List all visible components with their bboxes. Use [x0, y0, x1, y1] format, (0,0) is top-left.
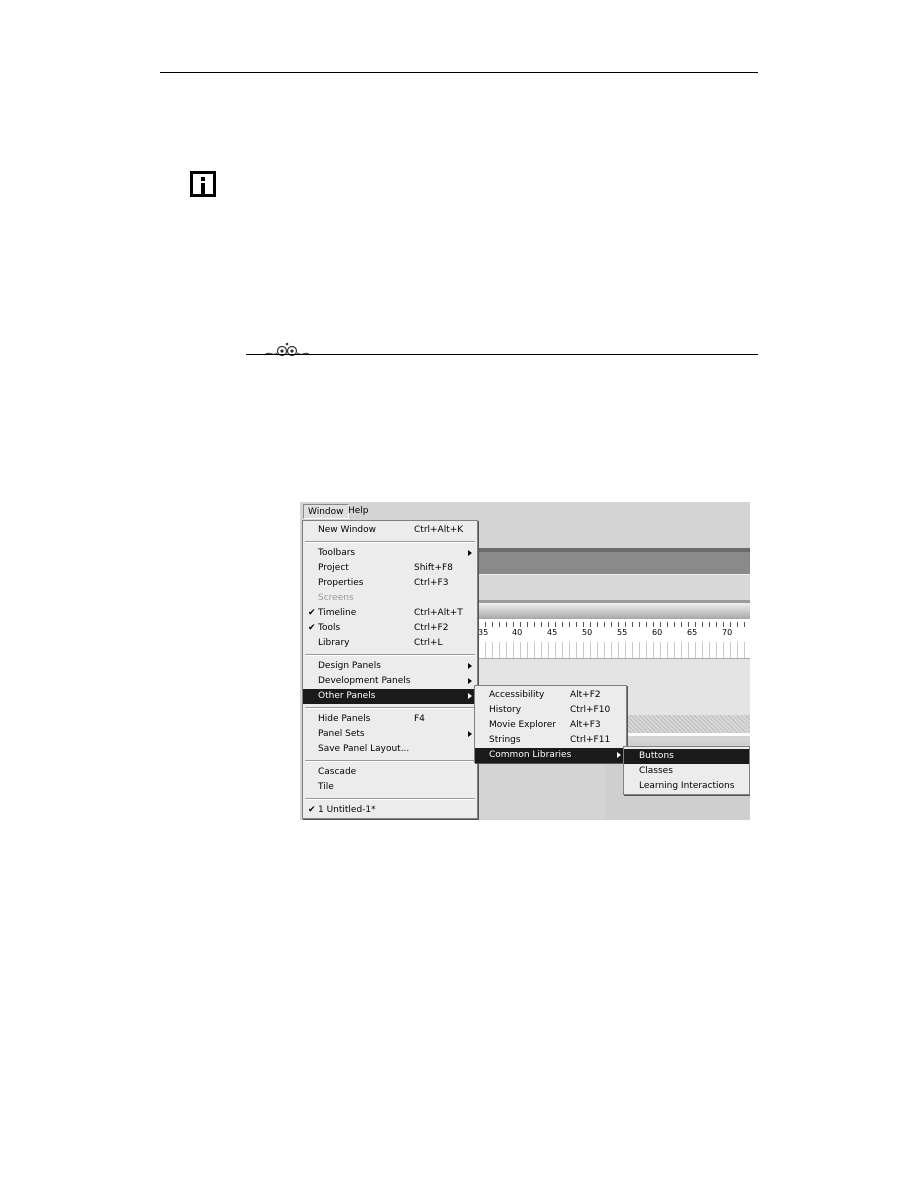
ruler-label: 35: [478, 628, 489, 637]
menu-item-label: Learning Interactions: [639, 781, 735, 791]
menu-item-strings[interactable]: [475, 733, 626, 748]
ruler-label: 65: [687, 628, 698, 637]
menu-item-label: New Window: [318, 525, 376, 535]
check-icon: ✔: [308, 805, 316, 815]
menu-item-label: History: [489, 705, 522, 715]
menu-item-label: Strings: [489, 735, 521, 745]
menu-item-design-panels[interactable]: [303, 659, 477, 674]
menu-item-label: Tools: [318, 623, 341, 633]
menu-help[interactable]: Help: [348, 506, 369, 516]
menu-item-label: Common Libraries: [489, 750, 572, 760]
ruler-label: 70: [722, 628, 733, 637]
check-icon: ✔: [308, 608, 316, 618]
menu-item-shortcut: Alt+F2: [570, 690, 601, 700]
menu-separator: [305, 707, 475, 709]
menu-item-project[interactable]: [303, 561, 477, 576]
info-icon: [190, 171, 216, 197]
menu-item-label: Timeline: [318, 608, 357, 618]
menu-item-label: Toolbars: [318, 548, 356, 558]
menu-item-shortcut: Ctrl+Alt+T: [414, 608, 463, 618]
menu-separator: [305, 760, 475, 762]
menu-item-label: Library: [318, 638, 350, 648]
menu-item-history[interactable]: [475, 703, 626, 718]
timeline-header: [478, 603, 750, 619]
menu-item-accessibility[interactable]: [475, 688, 626, 703]
section-divider: [246, 354, 758, 355]
ruler-label: 60: [652, 628, 663, 637]
check-icon: ✔: [308, 623, 316, 633]
panel-titlebar: [478, 552, 750, 574]
menu-item-other-panels[interactable]: [303, 689, 477, 704]
common-libraries-submenu: [623, 746, 750, 795]
timeline-ruler: [478, 628, 750, 640]
menu-item-tools[interactable]: [303, 621, 477, 636]
menu-window[interactable]: Window: [303, 504, 349, 519]
menu-item-shortcut: Alt+F3: [570, 720, 601, 730]
menu-item-shortcut: F4: [414, 714, 425, 724]
menu-separator: [305, 654, 475, 656]
menu-separator: [305, 798, 475, 800]
window-menu: [302, 520, 478, 819]
menu-item-panel-sets[interactable]: [303, 727, 477, 742]
menu-item-label: Tile: [318, 782, 334, 792]
menu-item-buttons[interactable]: [624, 749, 749, 764]
other-panels-submenu: [474, 685, 627, 763]
menu-item-label: Properties: [318, 578, 364, 588]
menu-item-label: Save Panel Layout...: [318, 744, 410, 754]
menu-item-library[interactable]: [303, 636, 477, 651]
menu-item-label: Panel Sets: [318, 729, 365, 739]
menu-item-development-panels[interactable]: [303, 674, 477, 689]
menu-item-tile[interactable]: [303, 780, 477, 795]
menu-item-properties[interactable]: [303, 576, 477, 591]
menu-item-shortcut: Ctrl+Alt+K: [414, 525, 464, 535]
submenu-arrow-icon: [617, 752, 621, 758]
menu-item-shortcut: Ctrl+F2: [414, 623, 449, 633]
timeline-frames[interactable]: [478, 642, 750, 658]
menu-item-toolbars[interactable]: [303, 546, 477, 561]
menu-item-untitled-document[interactable]: [303, 803, 477, 818]
menu-separator: [305, 541, 475, 543]
menu-item-cascade[interactable]: [303, 765, 477, 780]
menu-item-label: Design Panels: [318, 661, 381, 671]
menu-item-label: Classes: [639, 766, 673, 776]
menu-item-save-panel-layout[interactable]: [303, 742, 477, 757]
ruler-label: 50: [582, 628, 593, 637]
menu-item-label: Project: [318, 563, 349, 573]
menu-item-timeline[interactable]: [303, 606, 477, 621]
flash-window-menu-screenshot: [300, 502, 750, 820]
menu-item-label: Other Panels: [318, 691, 376, 701]
menu-item-label: Movie Explorer: [489, 720, 556, 730]
menu-item-label: Cascade: [318, 767, 357, 777]
menu-item-label: Development Panels: [318, 676, 411, 686]
menu-item-movie-explorer[interactable]: [475, 718, 626, 733]
menu-item-shortcut: Ctrl+F3: [414, 578, 449, 588]
submenu-arrow-icon: [468, 693, 472, 699]
submenu-arrow-icon: [468, 663, 472, 669]
menu-item-label: Screens: [318, 593, 354, 603]
ruler-label: 40: [512, 628, 523, 637]
menu-item-classes[interactable]: [624, 764, 749, 779]
ornament-icon: [262, 342, 312, 358]
menu-item-shortcut: Ctrl+F11: [570, 735, 611, 745]
panel-toolbar: [478, 574, 750, 601]
menu-item-label: 1 Untitled-1*: [318, 805, 376, 815]
menu-item-shortcut: Shift+F8: [414, 563, 453, 573]
menu-item-shortcut: Ctrl+F10: [570, 705, 611, 715]
ruler-label: 45: [547, 628, 558, 637]
menu-item-shortcut: Ctrl+L: [414, 638, 443, 648]
menu-item-label: Accessibility: [489, 690, 545, 700]
submenu-arrow-icon: [468, 550, 472, 556]
ruler-label: 55: [617, 628, 628, 637]
submenu-arrow-icon: [468, 731, 472, 737]
menu-item-screens: [303, 591, 477, 606]
menu-bar: [300, 502, 750, 521]
timeline-ruler-ticks: [478, 622, 750, 627]
menu-item-label: Buttons: [639, 751, 674, 761]
menu-item-common-libraries[interactable]: [475, 748, 626, 763]
menu-item-label: Hide Panels: [318, 714, 371, 724]
menu-item-learning-interactions[interactable]: [624, 779, 749, 794]
submenu-arrow-icon: [468, 678, 472, 684]
menu-item-new-window[interactable]: [303, 523, 477, 538]
header-rule: [160, 72, 758, 73]
menu-item-hide-panels[interactable]: [303, 712, 477, 727]
